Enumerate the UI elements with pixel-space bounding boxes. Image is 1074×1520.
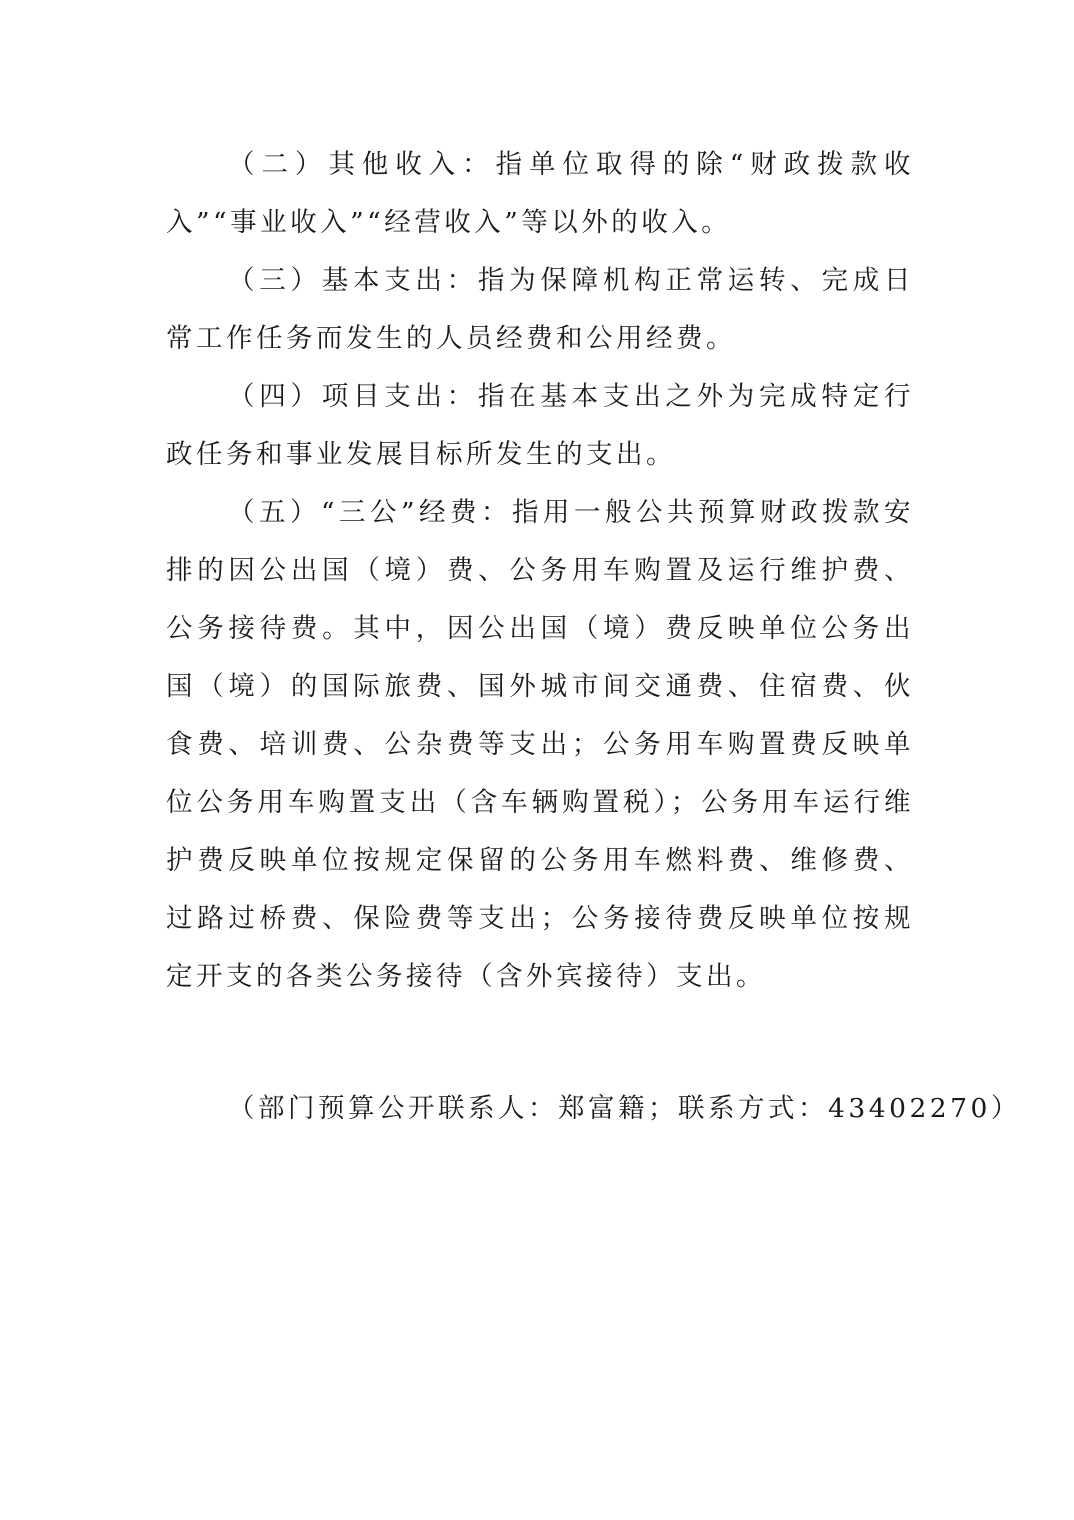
paragraph-other-income: （二）其他收入：指单位取得的除“财政拨款收入”“事业收入”“经营收入”等以外的收入。: [166, 149, 914, 238]
contact-info: （部门预算公开联系人：郑富籍；联系方式：43402270）: [228, 1093, 1021, 1124]
paragraph-basic-expenditure: （三）基本支出：指为保障机构正常运转、完成日常工作任务而发生的人员经费和公用经费。: [166, 265, 914, 354]
paragraph-three-public-expenses: （五）“三公”经费：指用一般公共预算财政拨款安排的因公出国（境）费、公务用车购置及运行维护费、公务接待费。其中，因公出国（境）费反映单位公务出国（境）的国际旅费、国外城市间交通费、住宿费、伙食费、培训费、公杂费等支出；公务用车购置费反映单位公务用车购置支出（含车辆购置税）；公务用车运行维护费反映单位按规定保留的公务用车燃料费、维修费、过路过桥费、保险费等支出；公务接待费反映单位按规定开支的各类公务接待（含外宾接待）支出。: [166, 497, 914, 992]
document-body: [166, 136, 1021, 1138]
paragraph-project-expenditure: （四）项目支出：指在基本支出之外为完成特定行政任务和事业发展目标所发生的支出。: [166, 381, 914, 470]
